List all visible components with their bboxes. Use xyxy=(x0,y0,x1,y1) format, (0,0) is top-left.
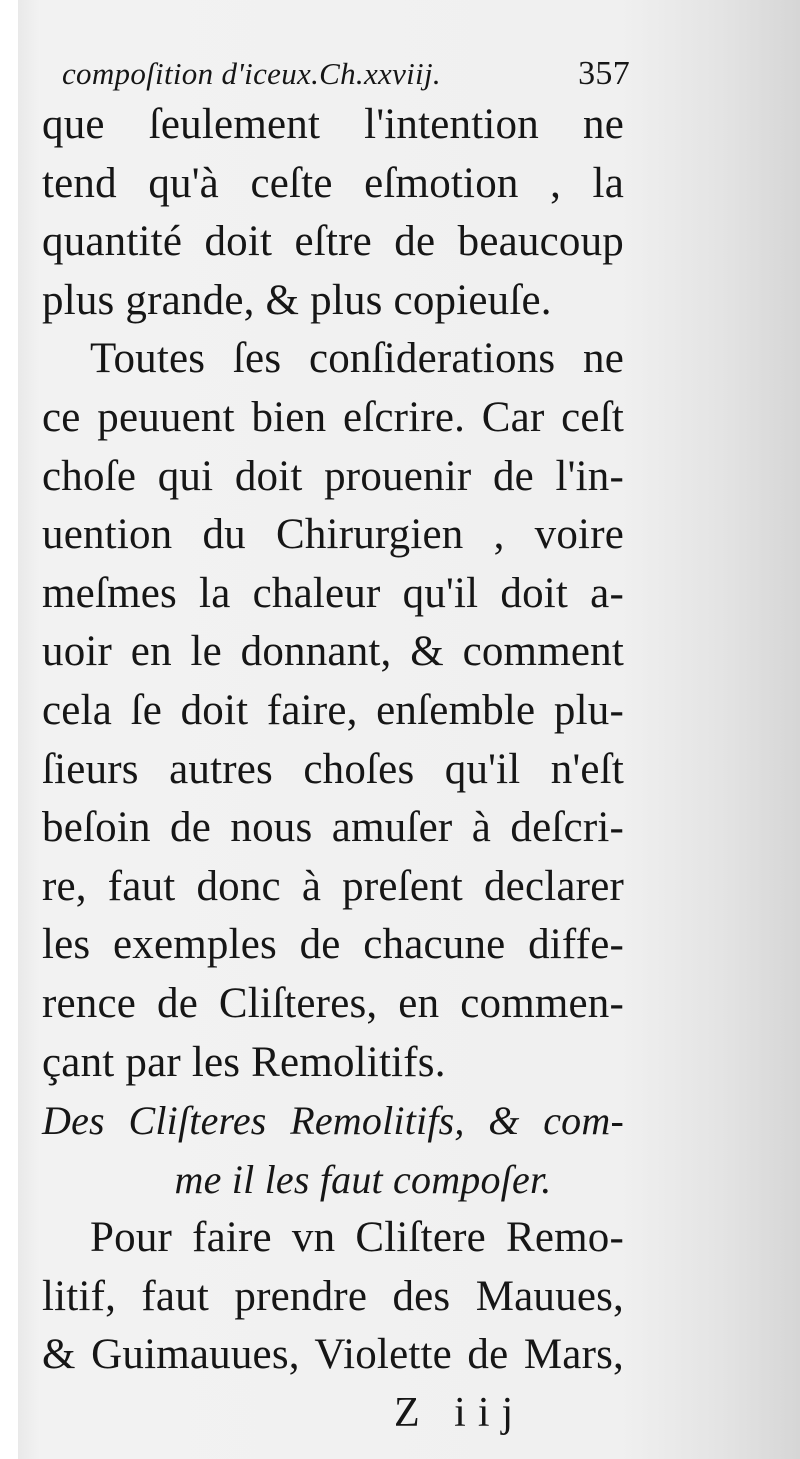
text-block xyxy=(42,52,642,1441)
signature-mark: Z iij xyxy=(394,1390,526,1437)
text-line: & Guimauues, Violette de Mars, xyxy=(42,1331,624,1379)
page-edge xyxy=(0,0,18,1459)
text-line: tend qu'à ceſte eſmotion , la xyxy=(42,159,624,207)
text-line: quantité doit eſtre de beaucoup xyxy=(42,218,624,266)
text-line: uoir en le donnant, & comment xyxy=(42,628,624,676)
text-line: çant par les Remolitifs. xyxy=(42,1038,446,1086)
text-line: ce peuuent bien eſcrire. Car ceſt xyxy=(42,393,624,441)
text-line: ſieurs autres choſes qu'il n'eſt xyxy=(42,745,624,793)
text-line: beſoin de nous amuſer à deſcri- xyxy=(42,804,624,852)
text-line: Pour faire vn Cliſtere Remo- xyxy=(90,1214,624,1262)
text-line: uention du Chirurgien , voire xyxy=(42,511,624,559)
page-header xyxy=(42,52,642,96)
text-line: Toutes ſes conſiderations ne xyxy=(90,335,624,383)
text-line: les exemples de chacune diffe- xyxy=(42,921,624,969)
text-line: choſe qui doit prouenir de l'in- xyxy=(42,452,624,500)
text-line: cela ſe doit faire, enſemble plu- xyxy=(42,686,624,734)
running-head: compoſition d'iceux.Ch.xxviij. xyxy=(62,56,441,91)
section-title: me il les faut compoſer. xyxy=(174,1156,552,1202)
page-number: 357 xyxy=(578,55,630,92)
text-line: plus grande, & plus copieuſe. xyxy=(42,276,552,324)
text-line: que ſeulement l'intention ne xyxy=(42,101,624,148)
text-line: litif, faut prendre des Mauues, xyxy=(42,1272,624,1320)
section-title: Des Cliſteres Remolitifs, & com- xyxy=(42,1098,624,1144)
text-line: rence de Cliſteres, en commen- xyxy=(42,979,624,1027)
text-line: meſmes la chaleur qu'il doit a- xyxy=(42,569,624,617)
text-line: re, faut donc à preſent declarer xyxy=(42,862,624,910)
